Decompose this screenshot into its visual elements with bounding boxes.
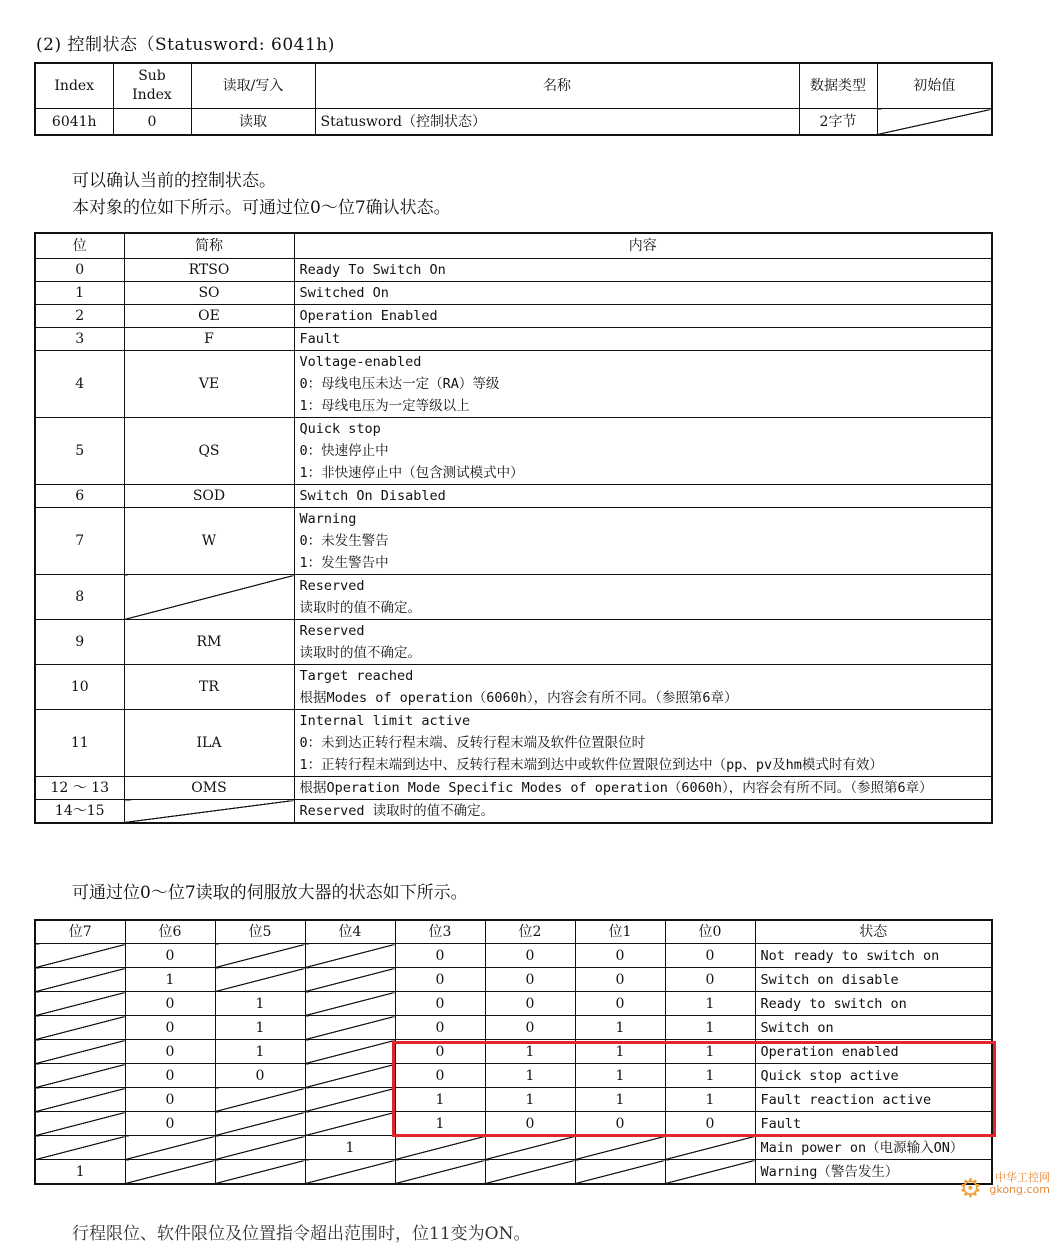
header-abbr: 简称 — [124, 233, 294, 259]
cell-name: Statusword（控制状态） — [315, 109, 799, 136]
bit-abbr: TR — [124, 665, 294, 710]
status-row — [35, 1160, 992, 1185]
status-bit-cell: 0 — [485, 992, 575, 1016]
status-header-cell: 位1 — [575, 920, 665, 944]
status-bit-cell — [215, 1112, 305, 1136]
bit-content — [294, 800, 992, 824]
object-info-header — [35, 63, 992, 109]
bit-abbr — [124, 575, 294, 620]
status-name: Quick stop active — [755, 1064, 992, 1088]
bit-content-line: 1：母线电压为一定等级以上 — [299, 398, 470, 414]
status-header-cell: 位0 — [665, 920, 755, 944]
status-bit-cell — [305, 992, 395, 1016]
bit-abbr: QS — [124, 418, 294, 485]
status-name: Warning（警告发生） — [755, 1160, 992, 1185]
status-bit-cell — [35, 992, 125, 1016]
bit-content — [294, 665, 992, 710]
bit-content-line: Target reached — [299, 668, 414, 684]
status-bit-cell — [305, 1160, 395, 1185]
bottom-cut-text: 行程限位、软件限位及位置指令超出范围时，位11变为ON。 — [72, 1224, 531, 1244]
status-bit-cell: 1 — [485, 1040, 575, 1064]
status-bit-cell — [35, 944, 125, 968]
bit-number: 5 — [35, 418, 124, 485]
status-bit-cell — [35, 1112, 125, 1136]
status-bit-cell: 0 — [215, 1064, 305, 1088]
status-bit-cell: 0 — [575, 968, 665, 992]
status-bit-cell — [215, 944, 305, 968]
status-bit-cell: 0 — [395, 1040, 485, 1064]
bit-content — [294, 777, 992, 800]
gear-logo-icon: ⚙ — [958, 1174, 982, 1204]
bit-number: 9 — [35, 620, 124, 665]
status-name: Fault — [755, 1112, 992, 1136]
status-bit-cell — [305, 1064, 395, 1088]
bit-abbr: OE — [124, 305, 294, 328]
highlight-box — [392, 1041, 996, 1137]
status-bit-cell — [395, 1160, 485, 1185]
header-bit: 位 — [35, 233, 124, 259]
bit-abbr: OMS — [124, 777, 294, 800]
status-row — [35, 944, 992, 968]
status-bit-cell: 0 — [125, 1088, 215, 1112]
header-read-write: 读取/写入 — [191, 63, 315, 109]
bit-content-line: 1：发生警告中 — [299, 555, 389, 571]
bit-content — [294, 259, 992, 282]
bit-number: 10 — [35, 665, 124, 710]
bit-number: 8 — [35, 575, 124, 620]
status-header-cell: 位3 — [395, 920, 485, 944]
bit-row — [35, 351, 992, 418]
bit-content — [294, 710, 992, 777]
status-bit-cell: 0 — [575, 944, 665, 968]
bit-table-body — [35, 259, 992, 824]
bit-definition-table — [34, 232, 993, 824]
status-bit-cell: 0 — [125, 992, 215, 1016]
bit-content-line: Quick stop — [299, 421, 381, 437]
status-bit-cell: 0 — [125, 944, 215, 968]
status-bit-cell: 0 — [125, 1112, 215, 1136]
status-bit-cell: 0 — [125, 1016, 215, 1040]
bit-row — [35, 305, 992, 328]
status-bit-cell: 1 — [35, 1160, 125, 1185]
status-header-cell: 位2 — [485, 920, 575, 944]
header-sub-index — [113, 63, 191, 109]
status-bit-cell — [215, 1088, 305, 1112]
bit-abbr: ILA — [124, 710, 294, 777]
header-sub-index-label: Sub Index — [132, 68, 172, 103]
bit-content-line: Reserved — [299, 578, 365, 594]
bit-content-line: Ready To Switch On — [299, 262, 446, 278]
status-header-cell: 位7 — [35, 920, 125, 944]
bit-number: 12 ～ 13 — [35, 777, 124, 800]
bit-row — [35, 485, 992, 508]
status-table-intro: 可通过位0～位7读取的伺服放大器的状态如下所示。 — [72, 883, 468, 903]
bit-content-line: 0：母线电压未达一定（RA）等级 — [299, 376, 500, 392]
status-name: Operation enabled — [755, 1040, 992, 1064]
bit-row — [35, 777, 992, 800]
bit-row — [35, 259, 992, 282]
watermark-line-1: 中华工控网 — [995, 1171, 1050, 1184]
bit-content — [294, 485, 992, 508]
status-bit-cell — [485, 1160, 575, 1185]
status-row — [35, 1136, 992, 1160]
bit-content — [294, 575, 992, 620]
status-bit-cell — [125, 1160, 215, 1185]
bit-content — [294, 620, 992, 665]
bit-content-line: Switch On Disabled — [299, 488, 446, 504]
status-bit-cell: 1 — [305, 1136, 395, 1160]
bit-abbr: F — [124, 328, 294, 351]
bit-table-header — [35, 233, 992, 259]
status-bit-cell: 0 — [665, 968, 755, 992]
status-table-header — [35, 920, 992, 944]
status-bit-cell — [215, 968, 305, 992]
status-bit-cell: 0 — [125, 1064, 215, 1088]
bit-content-line: 根据Operation Mode Specific Modes of operation（6060h），内容会有所不同。（参照第6章） — [299, 780, 933, 796]
bit-content-line: Internal limit active — [299, 713, 471, 729]
status-bit-cell: 1 — [575, 1040, 665, 1064]
bit-row — [35, 620, 992, 665]
status-header-cell: 状态 — [755, 920, 992, 944]
status-name: Switch on — [755, 1016, 992, 1040]
header-index: Index — [35, 63, 113, 109]
bit-content-line: 0：未到达正转行程末端、反转行程末端及软件位置限位时 — [299, 735, 646, 751]
status-header-cell: 位5 — [215, 920, 305, 944]
bit-abbr: RTSO — [124, 259, 294, 282]
status-bit-cell: 0 — [395, 1016, 485, 1040]
bit-row — [35, 710, 992, 777]
bit-content-line: Voltage-enabled — [299, 354, 422, 370]
header-initial-value: 初始值 — [877, 63, 992, 109]
status-header-cell: 位4 — [305, 920, 395, 944]
status-bit-cell: 1 — [395, 1088, 485, 1112]
bit-content-line: Reserved 读取时的值不确定。 — [299, 803, 495, 819]
status-bit-cell: 1 — [665, 1016, 755, 1040]
status-bit-cell: 0 — [485, 1016, 575, 1040]
bit-row — [35, 508, 992, 575]
status-bit-cell: 1 — [485, 1064, 575, 1088]
status-bit-cell — [395, 1136, 485, 1160]
status-bit-cell — [305, 1112, 395, 1136]
cell-index: 6041h — [35, 109, 113, 136]
status-bit-cell: 1 — [575, 1016, 665, 1040]
status-bit-cell: 1 — [215, 1040, 305, 1064]
header-name: 名称 — [315, 63, 799, 109]
bit-abbr: VE — [124, 351, 294, 418]
status-bit-cell — [665, 1136, 755, 1160]
status-bit-cell: 0 — [665, 944, 755, 968]
bit-row — [35, 665, 992, 710]
status-bit-cell — [575, 1136, 665, 1160]
status-bit-cell: 0 — [575, 1112, 665, 1136]
object-info-row — [35, 109, 992, 136]
status-name: Ready to switch on — [755, 992, 992, 1016]
status-bit-cell: 1 — [485, 1088, 575, 1112]
status-bit-cell — [305, 1088, 395, 1112]
bit-content-line: 根据Modes of operation（6060h），内容会有所不同。（参照第6章） — [299, 690, 738, 706]
bit-content — [294, 508, 992, 575]
bit-content-line: 1：非快速停止中（包含测试模式中） — [299, 465, 524, 481]
bit-content-line: 读取时的值不确定。 — [299, 645, 421, 661]
bit-abbr — [124, 800, 294, 824]
bit-number: 3 — [35, 328, 124, 351]
bit-row — [35, 575, 992, 620]
status-name: Main power on（电源输入ON） — [755, 1136, 992, 1160]
status-row — [35, 1016, 992, 1040]
status-bit-cell: 0 — [485, 968, 575, 992]
cell-sub-index: 0 — [113, 109, 191, 136]
object-info-table — [34, 62, 993, 136]
intro-line-2: 本对象的位如下所示。可通过位0～位7确认状态。 — [72, 198, 451, 218]
status-bit-cell — [665, 1160, 755, 1185]
bit-content-line: Reserved — [299, 623, 365, 639]
bit-row — [35, 328, 992, 351]
status-bit-cell: 0 — [665, 1112, 755, 1136]
bit-number: 2 — [35, 305, 124, 328]
bit-content — [294, 282, 992, 305]
status-bit-cell — [125, 1136, 215, 1160]
header-content: 内容 — [294, 233, 992, 259]
cell-read-write: 读取 — [191, 109, 315, 136]
status-bit-cell: 1 — [215, 992, 305, 1016]
bit-abbr: SO — [124, 282, 294, 305]
bit-number: 11 — [35, 710, 124, 777]
status-bit-cell: 0 — [575, 992, 665, 1016]
bit-number: 4 — [35, 351, 124, 418]
status-bit-cell: 0 — [485, 944, 575, 968]
bit-abbr: W — [124, 508, 294, 575]
status-header-cell: 位6 — [125, 920, 215, 944]
bit-number: 14～15 — [35, 800, 124, 824]
bit-content-line: Warning — [299, 511, 357, 527]
bit-content-line: 0：快速停止中 — [299, 443, 389, 459]
bit-content-line: Fault — [299, 331, 341, 347]
status-row — [35, 992, 992, 1016]
bit-row — [35, 282, 992, 305]
bit-content — [294, 305, 992, 328]
status-bit-cell: 1 — [665, 1064, 755, 1088]
status-bit-cell — [35, 1064, 125, 1088]
bit-content-line: 0：未发生警告 — [299, 533, 389, 549]
status-bit-cell: 0 — [395, 968, 485, 992]
status-name: Not ready to switch on — [755, 944, 992, 968]
status-bit-cell — [305, 968, 395, 992]
status-name: Fault reaction active — [755, 1088, 992, 1112]
status-bit-cell — [575, 1160, 665, 1185]
bit-number: 7 — [35, 508, 124, 575]
section-title: (2) 控制状态（Statusword: 6041h) — [36, 35, 335, 55]
status-bit-cell — [35, 1136, 125, 1160]
bit-content — [294, 351, 992, 418]
status-row — [35, 968, 992, 992]
bit-content-line: Operation Enabled — [299, 308, 438, 324]
bit-abbr: SOD — [124, 485, 294, 508]
status-bit-cell — [305, 944, 395, 968]
bit-content — [294, 418, 992, 485]
cell-initial-value — [877, 109, 992, 136]
bit-content-line: 1：正转行程末端到达中、反转行程末端到达中或软件位置限位到达中（pp、pv及hm模式时有效） — [299, 757, 883, 773]
status-bit-cell — [305, 1040, 395, 1064]
status-bit-cell — [305, 1016, 395, 1040]
bit-number: 1 — [35, 282, 124, 305]
status-bit-cell: 1 — [665, 1088, 755, 1112]
status-bit-cell — [35, 1016, 125, 1040]
status-bit-cell: 0 — [125, 1040, 215, 1064]
bit-number: 0 — [35, 259, 124, 282]
status-bit-cell: 0 — [395, 1064, 485, 1088]
bit-row — [35, 800, 992, 824]
header-data-type: 数据类型 — [799, 63, 877, 109]
status-bit-cell: 1 — [575, 1088, 665, 1112]
bit-content-line: 读取时的值不确定。 — [299, 600, 421, 616]
status-bit-cell: 0 — [395, 944, 485, 968]
status-bit-cell: 0 — [485, 1112, 575, 1136]
watermark-line-2: gkong.com — [989, 1183, 1050, 1196]
status-bit-cell: 1 — [665, 1040, 755, 1064]
bit-abbr: RM — [124, 620, 294, 665]
status-bit-cell — [35, 968, 125, 992]
status-bit-cell: 1 — [665, 992, 755, 1016]
status-bit-cell — [215, 1160, 305, 1185]
status-bit-cell — [35, 1040, 125, 1064]
status-bit-cell: 1 — [575, 1064, 665, 1088]
bit-number: 6 — [35, 485, 124, 508]
status-bit-cell — [485, 1136, 575, 1160]
status-bit-cell — [215, 1136, 305, 1160]
status-bit-cell: 1 — [215, 1016, 305, 1040]
status-bit-cell — [35, 1088, 125, 1112]
status-bit-cell: 1 — [395, 1112, 485, 1136]
bit-content — [294, 328, 992, 351]
status-bit-cell: 1 — [125, 968, 215, 992]
watermark — [989, 1172, 1050, 1196]
bit-content-line: Switched On — [299, 285, 389, 301]
cell-data-type: 2字节 — [799, 109, 877, 136]
bit-row — [35, 418, 992, 485]
intro-line-1: 可以确认当前的控制状态。 — [72, 171, 276, 191]
status-bit-cell: 0 — [395, 992, 485, 1016]
status-name: Switch on disable — [755, 968, 992, 992]
